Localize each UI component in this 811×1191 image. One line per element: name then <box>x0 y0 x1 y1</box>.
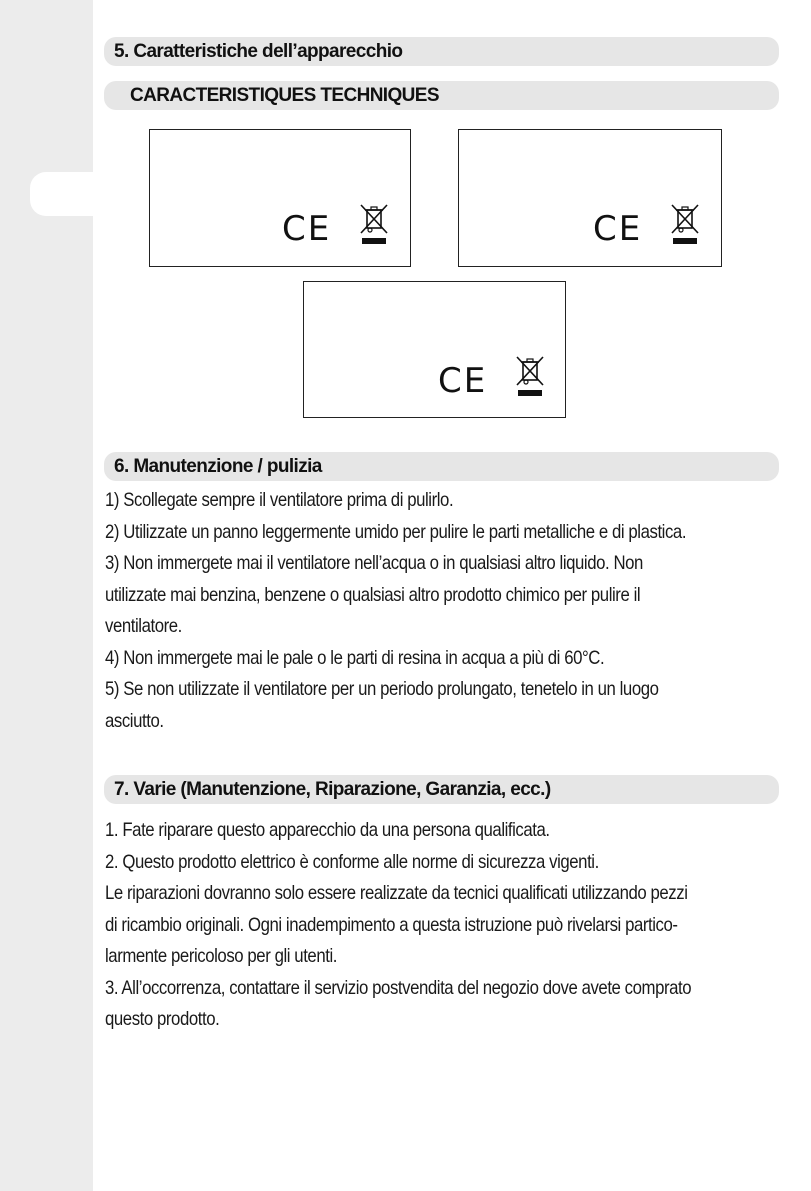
crossed-out-wheelie-bin-icon <box>358 202 390 246</box>
misc-line: di ricambio originali. Ogni inadempimento a questa istruzione può rivelarsi partico- <box>105 913 678 936</box>
misc-line: questo prodotto. <box>105 1008 220 1030</box>
maintenance-text <box>105 485 781 737</box>
section-6-header <box>104 452 779 481</box>
ce-mark: CE <box>282 209 332 249</box>
misc-line: 3. All’occorrenza, contattare il servizio postvendita del negozio dove avete comprato <box>105 976 692 999</box>
rating-label-box-3 <box>303 281 566 418</box>
crossed-out-wheelie-bin-icon <box>669 202 701 246</box>
maintenance-line: 4) Non immergete mai le pale o le parti di resina in acqua a più di 60°C. <box>105 646 605 669</box>
maintenance-line: 3) Non immergete mai il ventilatore nell’acqua o in qualsiasi altro liquido. Non <box>105 552 643 574</box>
rating-label-box-1 <box>149 129 411 267</box>
maintenance-line: asciutto. <box>105 709 164 732</box>
section-7-header <box>104 775 779 804</box>
section-7-title: 7. Varie (Manutenzione, Riparazione, Garanzia, ecc.) <box>114 779 551 800</box>
maintenance-line: 5) Se non utilizzate il ventilatore per un periodo prolungato, tenetelo in un luogo <box>105 678 659 700</box>
misc-text <box>105 815 787 1036</box>
section-5-subheader <box>104 81 779 110</box>
misc-line: 2. Questo prodotto elettrico è conforme alle norme di sicurezza vigenti. <box>105 850 599 873</box>
maintenance-line: 2) Utilizzate un panno leggermente umido per pulire le parti metalliche e di plastica. <box>105 520 687 543</box>
maintenance-line: ventilatore. <box>105 615 182 637</box>
crossed-out-wheelie-bin-icon <box>514 354 546 398</box>
misc-line: Le riparazioni dovranno solo essere realizzate da tecnici qualificati utilizzando pezzi <box>105 882 688 904</box>
section-6-title: 6. Manutenzione / pulizia <box>114 456 322 477</box>
page-side-tab <box>30 172 93 216</box>
ce-mark: CE <box>593 209 643 249</box>
section-5-subtitle: CARACTERISTIQUES TECHNIQUES <box>130 85 439 106</box>
section-5-header <box>104 37 779 66</box>
ce-mark: CE <box>438 361 488 401</box>
rating-label-box-2 <box>458 129 722 267</box>
section-5-title: 5. Caratteristiche dell’apparecchio <box>114 41 403 62</box>
misc-line: 1. Fate riparare questo apparecchio da una persona qualificata. <box>105 819 550 841</box>
maintenance-line: utilizzate mai benzina, benzene o qualsiasi altro prodotto chimico per pulire il <box>105 583 641 606</box>
misc-line: larmente pericoloso per gli utenti. <box>105 945 337 967</box>
maintenance-line: 1) Scollegate sempre il ventilatore prima di pulirlo. <box>105 489 454 511</box>
